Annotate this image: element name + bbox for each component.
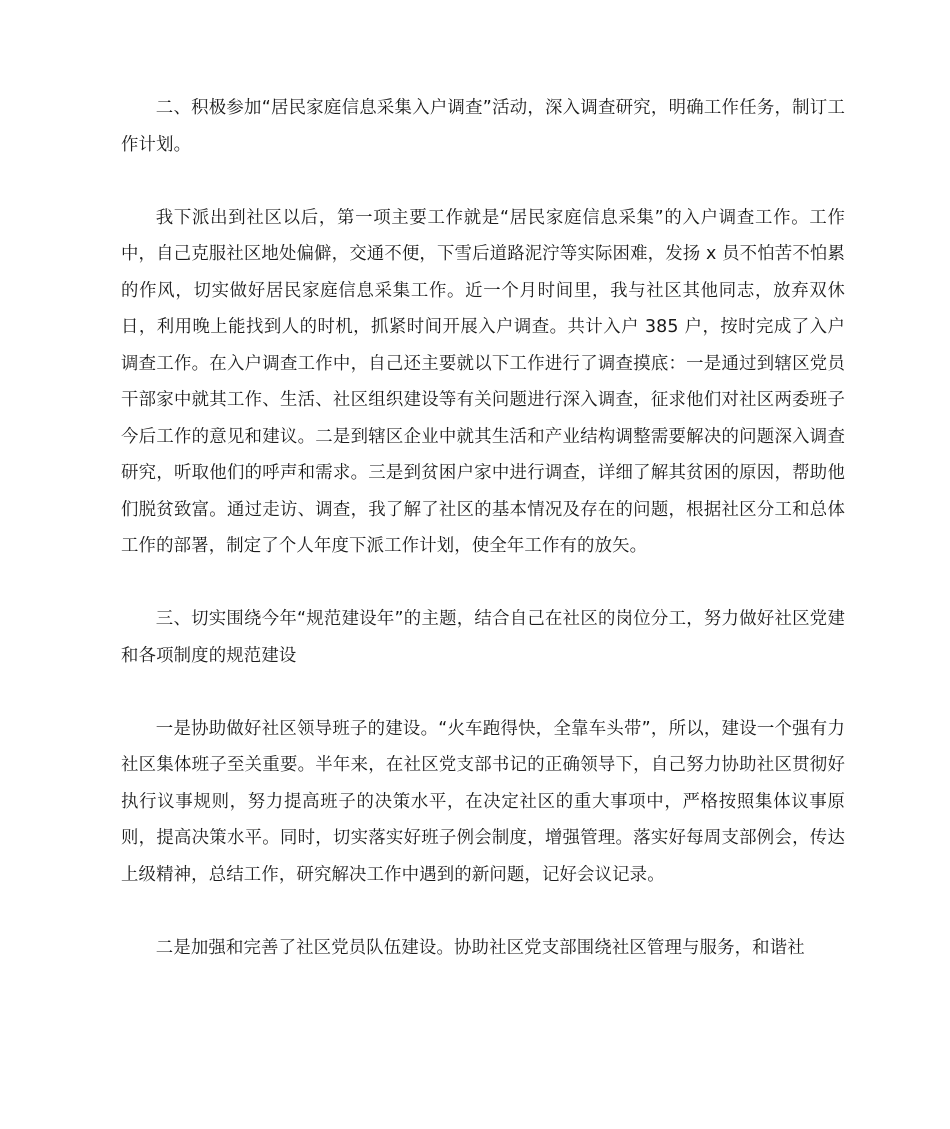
body-paragraph: 二是加强和完善了社区党员队伍建设。协助社区党支部围绕社区管理与服务，和谐社	[155, 937, 805, 958]
section-heading-3: 三、切实围绕今年“规范建设年”的主题，结合自己在社区的岗位分工，努力做好社区党建和各项制度的规范建设	[121, 609, 845, 666]
section-heading-2: 二、积极参加“居民家庭信息采集入户调查”活动，深入调查研究，明确工作任务，制订工作计划。	[121, 98, 845, 155]
body-paragraph: 我下派出到社区以后，第一项主要工作就是“居民家庭信息采集”的入户调查工作。工作中，自己克服社区地处偏僻，交通不便，下雪后道路泥泞等实际困难，发扬 x 员不怕苦不怕累的作风，切实做好居民家庭信息采集工作。近一个月时间里，我与社区其他同志，放弃双休日，利用晚上能找到人的时机，抓紧时间开展入户调查。共计入户 385 户，按时完成了入户调查工作。在入户调查工作中，自己还主要就以下工作进行了调查摸底：一是通过到辖区党员干部家中就其工作、生活、社区组织建设等有关问题进行深入调查，征求他们对社区两委班子今后工作的意见和建议。二是到辖区企业中就其生活和产业结构调整需要解决的问题深入调查研究，听取他们的呼声和需求。三是到贫困户家中进行调查，详细了解其贫困的原因，帮助他们脱贫致富。通过走访、调查，我了解了社区的基本情况及存在的问题，根据社区分工和总体工作的部署，制定了个人年度下派工作计划，使全年工作有的放矢。	[121, 207, 846, 556]
document-body	[121, 90, 845, 1003]
body-paragraph: 一是协助做好社区领导班子的建设。“火车跑得快，全靠车头带”，所以，建设一个强有力社区集体班子至关重要。半年来，在社区党支部书记的正确领导下，自己努力协助社区贯彻好执行议事规则，努力提高班子的决策水平，在决定社区的重大事项中，严格按照集体议事原则，提高决策水平。同时，切实落实好班子例会制度，增强管理。落实好每周支部例会，传达上级精神，总结工作，研究解决工作中遇到的新问题，记好会议记录。	[121, 718, 845, 885]
